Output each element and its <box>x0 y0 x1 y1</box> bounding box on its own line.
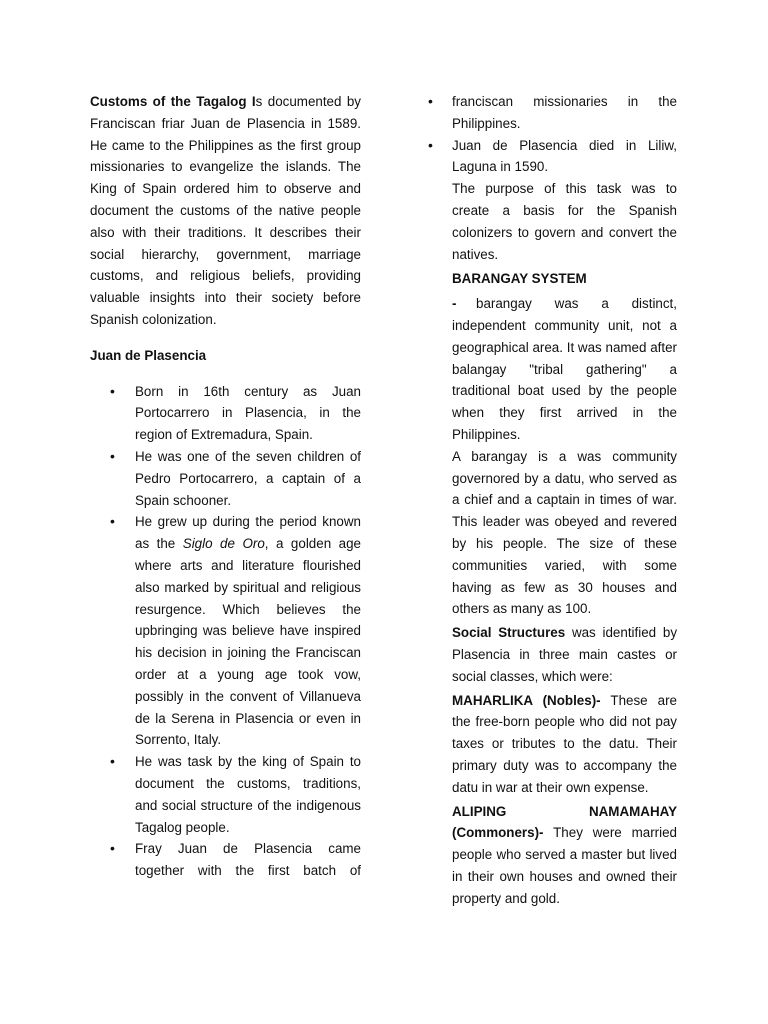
barangay-heading: BARANGAY SYSTEM <box>452 271 587 287</box>
list-item-continued <box>452 91 677 135</box>
intro-text: s documented by Franciscan friar Juan de Plasencia in 1589. He came to the Philippines as the first group missionaries to evangelize the islands. The King of Spain ordered him to observe and document the customs of the native people also with their traditions. It describes their social hierarchy, government, marriage customs, and religious beliefs, providing valuable insights into their society before Spanish colonization. <box>90 94 361 327</box>
purpose-paragraph: The purpose of this task was to create a basis for the Spanish colonizers to govern and convert the natives. <box>452 181 677 262</box>
list-item <box>90 511 361 751</box>
list-item: • Fray Juan de Plasencia came together with the first batch of <box>90 838 361 882</box>
intro-paragraph <box>90 91 361 331</box>
bio-bullet-list-continued <box>452 91 677 135</box>
social-structures-heading: Social Structures <box>452 625 566 641</box>
maharlika-heading: MAHARLIKA (Nobles)- <box>452 692 601 708</box>
bio-bullet-list <box>90 381 361 882</box>
social-structures-paragraph <box>452 622 677 687</box>
aliping-paragraph <box>452 801 677 910</box>
right-column <box>452 91 677 909</box>
maharlika-paragraph <box>452 690 677 799</box>
bullet-text: franciscan missionaries in the Philippines. <box>452 94 677 131</box>
maharlika-text: These are the free-born people who did not pay taxes or tributes to the datu. Their primary duty was to accompany the datu in war at their own expense. <box>452 692 677 795</box>
intro-heading: Customs of the Tagalog I <box>90 94 256 109</box>
list-item: • He was one of the seven children of Pedro Portocarrero, a captain of a Spain schooner. <box>90 446 361 511</box>
aliping-text: They were married people who served a master but lived in their own houses and owned their property and gold. <box>452 825 677 906</box>
bullet-text: , a golden age where arts and literature flourished also marked by spiritual and religious resurgence. Which believes the upbringing was believe have inspired his decision in joining the Franciscan order at a young age took vow, possibly in the convent of Villanueva de la Serena in Plasencia or even in Sorrento, Italy. <box>135 536 361 748</box>
aliping-heading: ALIPING NAMAMAHAY (Commoners)- <box>452 803 677 841</box>
social-structures-text: was identified by Plasencia in three main castes or social classes, which were: <box>452 625 678 684</box>
bio-heading: Juan de Plasencia <box>90 347 207 363</box>
barangay-paragraph <box>452 293 677 446</box>
barangay-dash: - <box>452 296 457 312</box>
bullet-text: He grew up during the period known as the <box>135 514 361 552</box>
list-item: • Juan de Plasencia died in Liliw, Laguna in 1590. <box>452 135 677 179</box>
barangay-text: barangay was a distinct, independent community unit, not a geographical area. It was named after balangay "tribal gathering" a traditional boat used by the people when they first arrived in the Philippines. <box>452 296 677 442</box>
list-item: • He was task by the king of Spain to document the customs, traditions, and social structure of the indigenous Tagalog people. <box>90 751 361 838</box>
bullet-emphasis: Siglo de Oro <box>182 536 265 552</box>
bio-bullet-list-2 <box>452 135 677 179</box>
list-item: • Born in 16th century as Juan Portocarrero in Plasencia, in the region of Extremadura, Spain. <box>90 381 361 446</box>
left-column <box>90 91 361 882</box>
barangay-paragraph-2: A barangay is a was community governored by a datu, who served as a chief and a captain in times of war. This leader was obeyed and revered by his people. The size of these communities varied, with some having as few as 30 houses and others as many as 100. <box>452 448 677 617</box>
